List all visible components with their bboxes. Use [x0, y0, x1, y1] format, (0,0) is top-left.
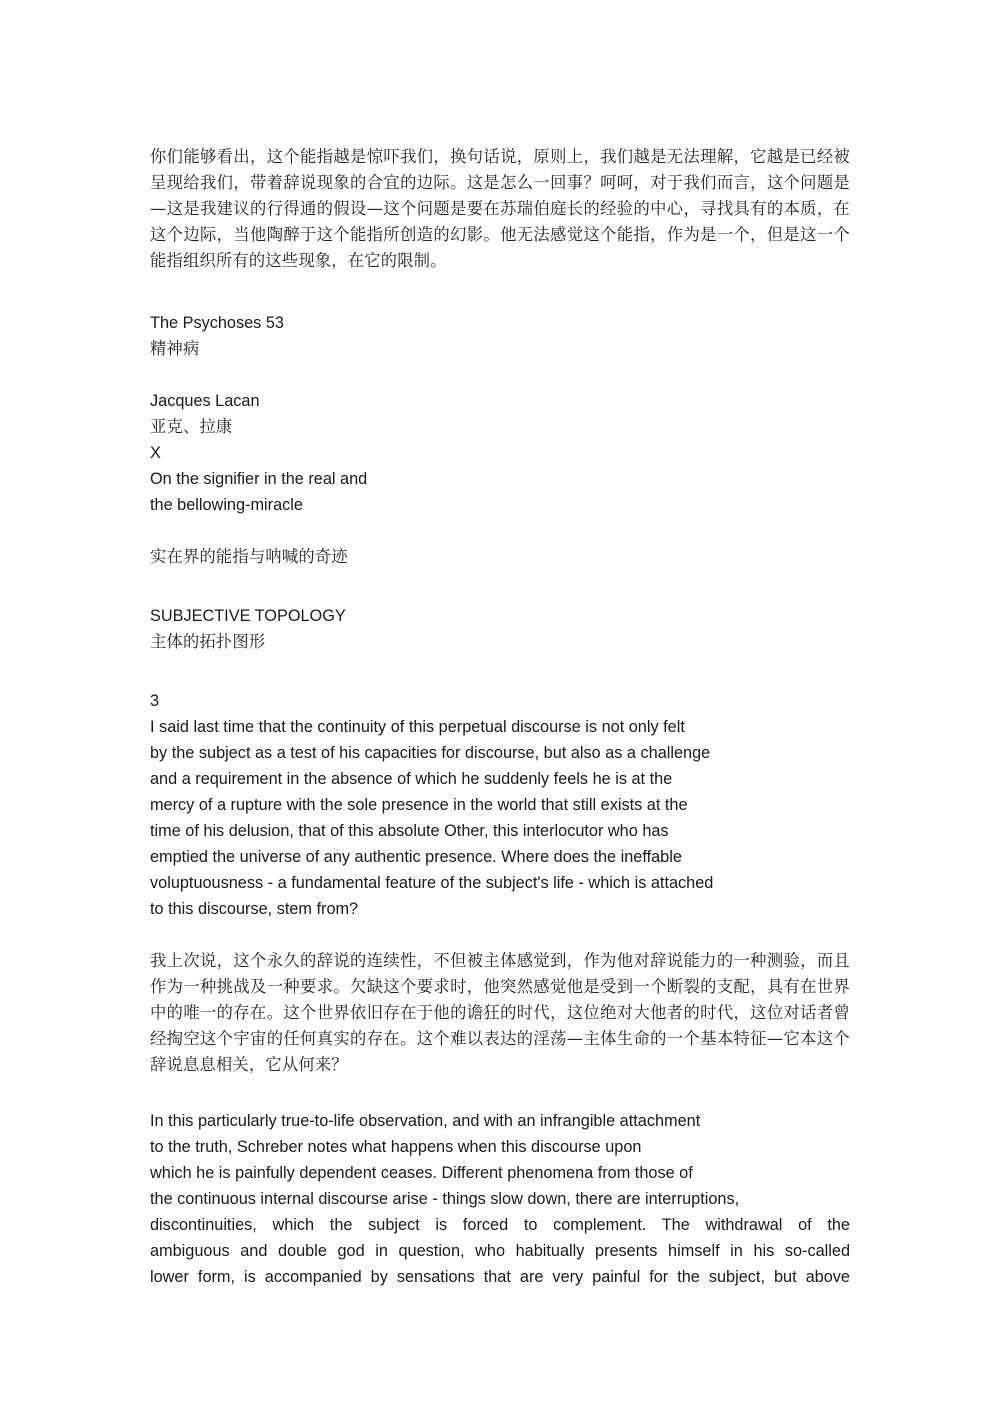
chapter-title-zh: 实在界的能指与呐喊的奇迹 [150, 547, 348, 566]
text-line: to this discourse, stem from? [150, 900, 359, 918]
section-title-en: SUBJECTIVE TOPOLOGY [150, 607, 346, 625]
text-line: ambiguous and double god in question, who habitually presents himself in his so-called [150, 1242, 850, 1260]
paragraph-1-zh: 我上次说，这个永久的辞说的连续性，不但被主体感觉到，作为他对辞说能力的一种测验，而且作为一种挑战及一种要求。欠缺这个要求时，他突然感觉他是受到一个断裂的支配，具有在世界中的唯一的存在。这个世界依旧存在于他的谵狂的时代，这位绝对大他者的时代，这位对话者曾经掏空这个宇宙的任何真实的存在。这个难以表达的淫荡—主体生命的一个基本特征—它本这个辞说息息相关，它从何来？ [150, 951, 850, 1074]
text-line: emptied the universe of any authentic presence. Where does the ineffable [150, 848, 682, 866]
author-name-zh: 亚克、拉康 [150, 417, 233, 436]
book-title-zh: 精神病 [150, 339, 200, 358]
chapter-title-en-line: On the signifier in the real and [150, 470, 368, 488]
text-line: discontinuities, which the subject is forced to complement. The withdrawal of the [150, 1216, 850, 1234]
book-title-en: The Psychoses 53 [150, 314, 284, 332]
paragraph-1-en [150, 714, 850, 922]
text-line: I said last time that the continuity of this perpetual discourse is not only felt [150, 718, 685, 736]
paragraph-2-en [150, 1108, 850, 1290]
text-line: by the subject as a test of his capacities for discourse, but also as a challenge [150, 744, 711, 762]
section-title-zh: 主体的拓扑图形 [150, 632, 266, 651]
text-line: lower form, is accompanied by sensations that are very painful for the subject, but above [150, 1268, 850, 1286]
text-line: voluptuousness - a fundamental feature of the subject's life - which is attached [150, 874, 714, 892]
intro-paragraph-zh: 你们能够看出，这个能指越是惊吓我们，换句话说，原则上，我们越是无法理解，它越是已经被呈现给我们，带着辞说现象的合宜的边际。这是怎么一回事？呵呵，对于我们而言，这个问题是—这是我建议的行得通的假设—这个问题是要在苏瑞伯庭长的经验的中心，寻找具有的本质，在这个边际，当他陶醉于这个能指所创造的幻影。他无法感觉这个能指，作为是一个，但是这一个能指组织所有的这些现象，在它的限制。 [150, 147, 850, 270]
chapter-title-en-line: the bellowing-miracle [150, 496, 303, 514]
text-line: time of his delusion, that of this absolute Other, this interlocutor who has [150, 822, 669, 840]
text-line: which he is painfully dependent ceases. Different phenomena from those of [150, 1164, 693, 1182]
chapter-number: X [150, 444, 161, 462]
text-line: and a requirement in the absence of which he suddenly feels he is at the [150, 770, 673, 788]
author-name-en: Jacques Lacan [150, 392, 260, 410]
section-number: 3 [150, 692, 160, 710]
document-page [150, 144, 850, 1290]
text-line: In this particularly true-to-life observation, and with an infrangible attachment [150, 1112, 701, 1130]
text-line: the continuous internal discourse arise - things slow down, there are interruptions, [150, 1190, 740, 1208]
text-line: to the truth, Schreber notes what happens when this discourse upon [150, 1138, 642, 1156]
text-line: mercy of a rupture with the sole presence in the world that still exists at the [150, 796, 688, 814]
